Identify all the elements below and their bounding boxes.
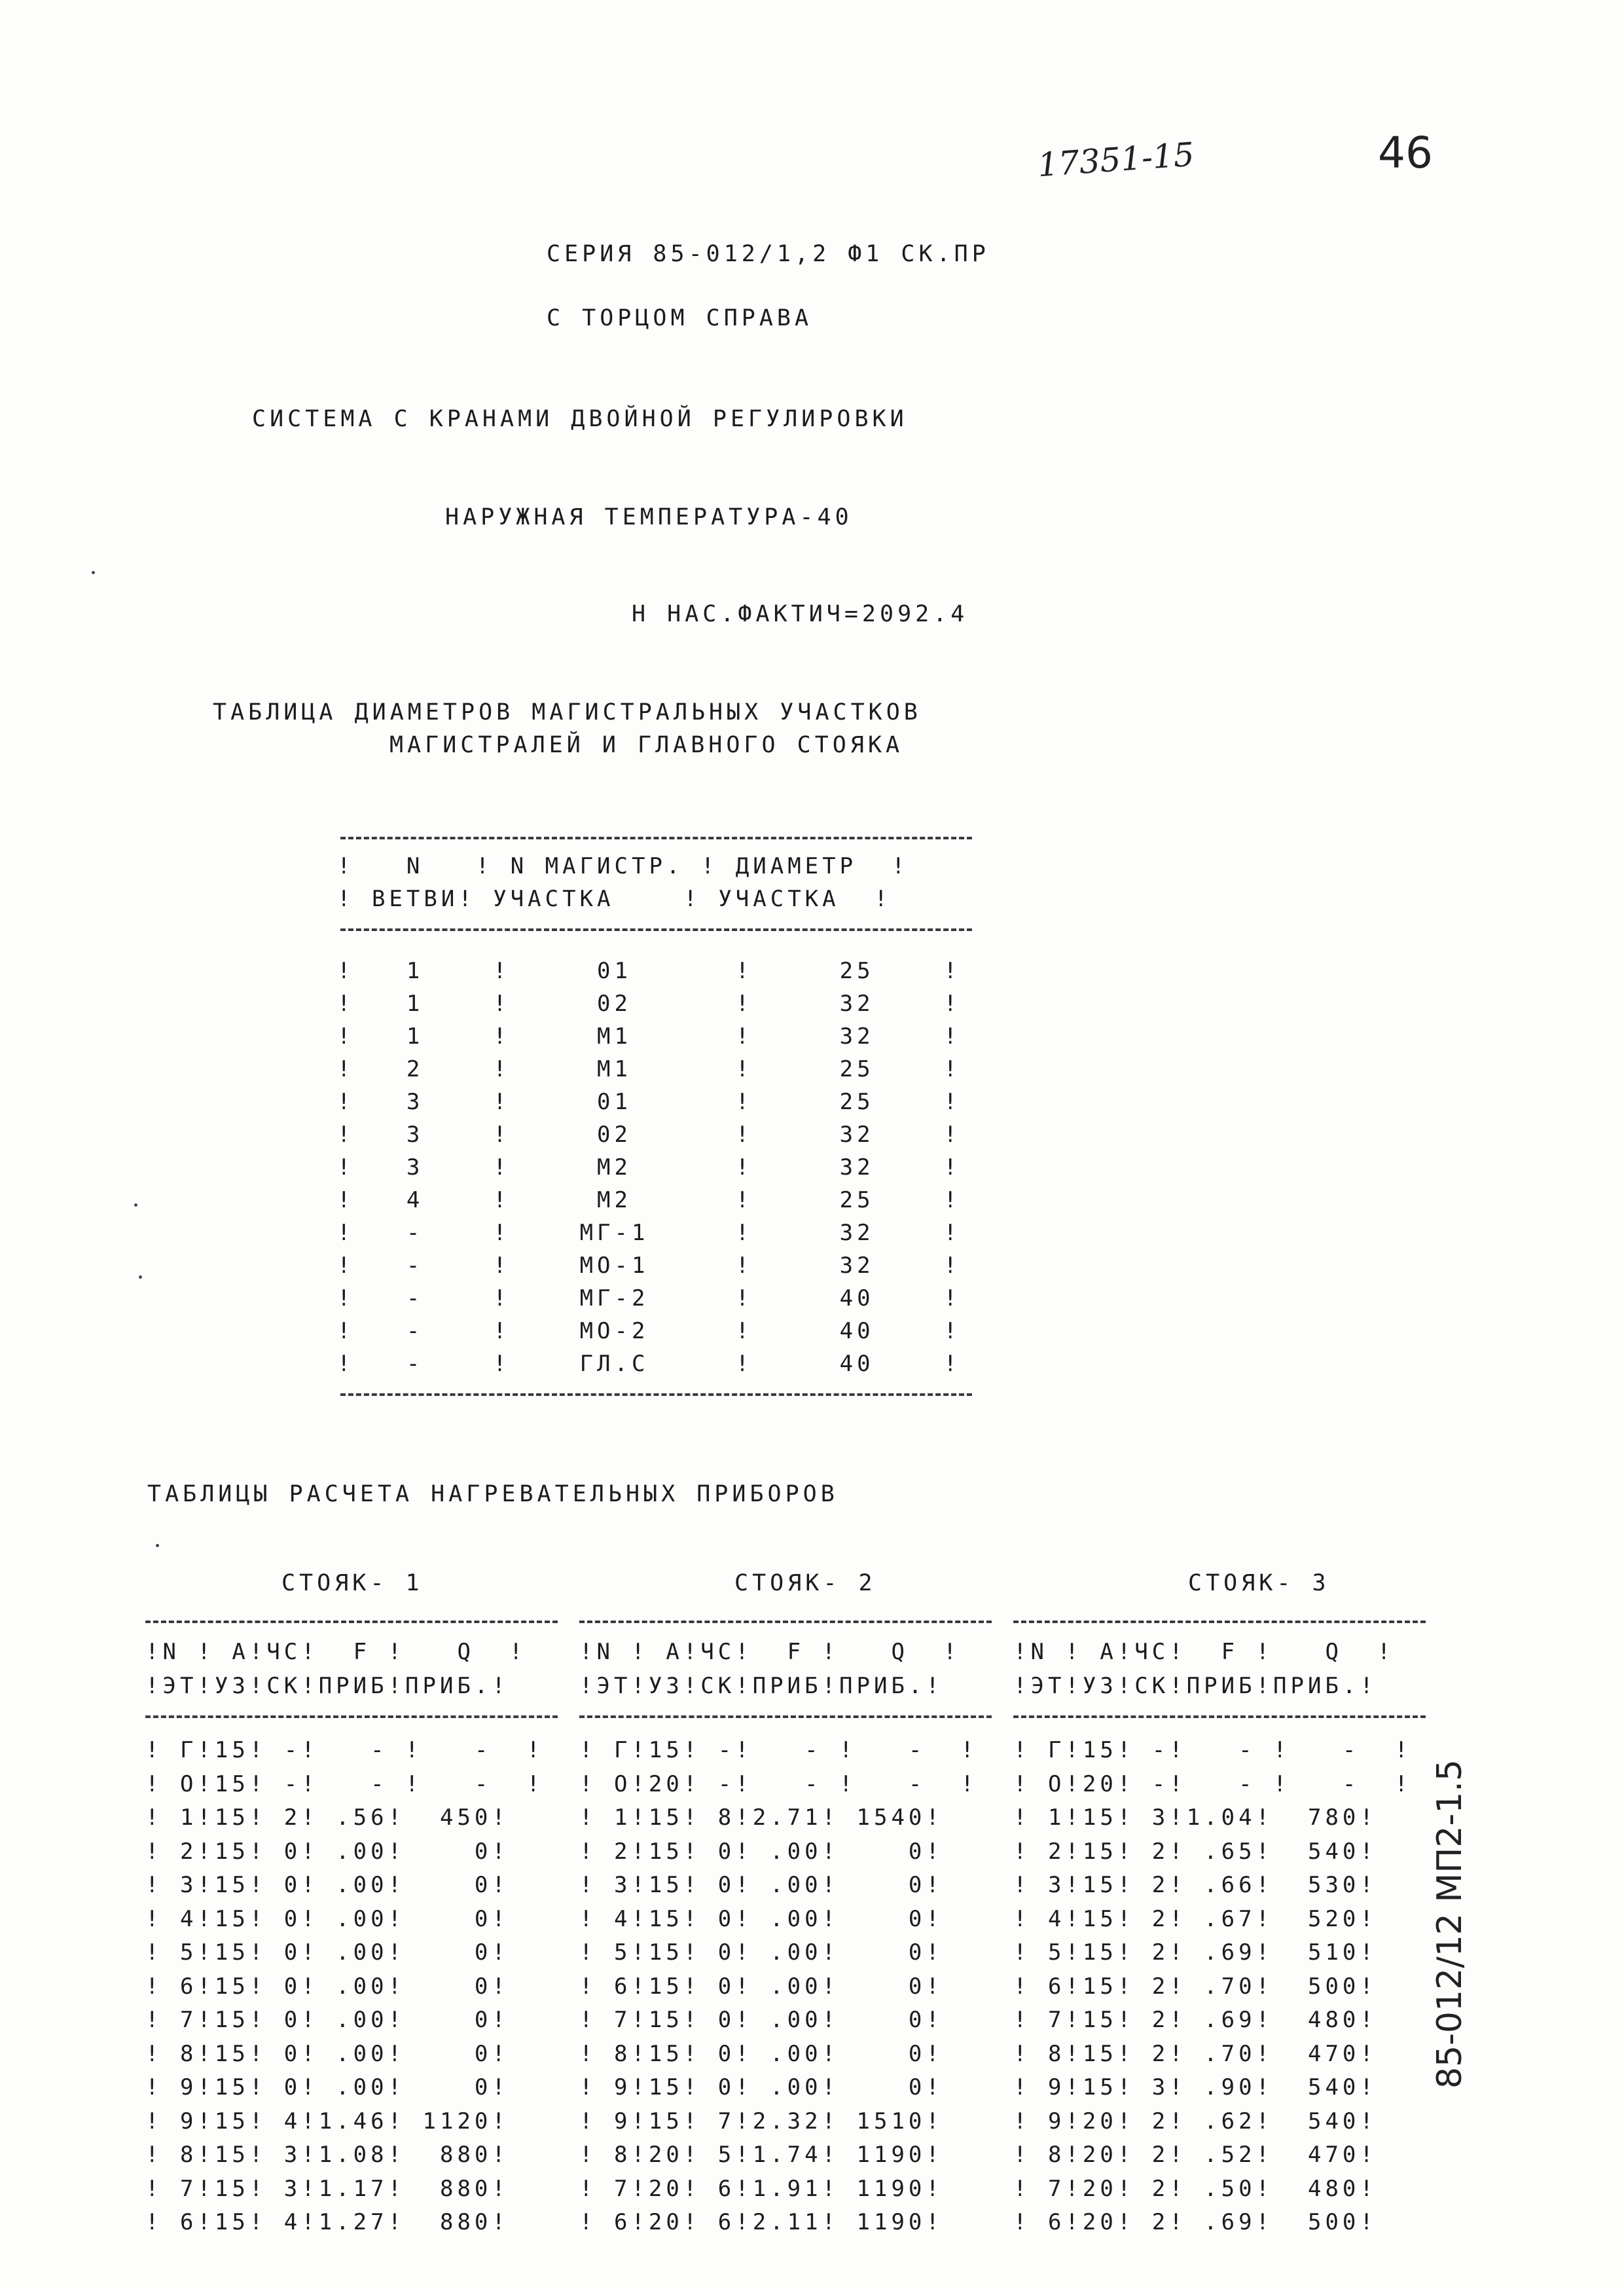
table-row: ! 6!20! 2! .69! 500! — [1013, 2209, 1377, 2235]
riser1-title: СТОЯК- 1 — [281, 1570, 424, 1596]
table-row: ! - ! MO-2 ! 40 ! — [337, 1318, 961, 1344]
side-stamp: 85-012/12 МП2-1.5 — [1430, 1759, 1470, 2089]
table-row: ! 6!15! 4!1.27! 880! — [145, 2209, 509, 2235]
table-row: ! 9!15! 7!2.32! 1510! — [579, 2108, 943, 2134]
table-row: ! 9!15! 0! .00! 0! — [145, 2074, 509, 2100]
riser1-header-line1: !N ! A!ЧС! F ! Q ! — [145, 1639, 527, 1665]
table-row: ! 6!15! 0! .00! 0! — [145, 1973, 509, 2000]
riser3-header-line2: !ЭТ!УЗ!СК!ПРИБ!ПРИБ.! — [1013, 1672, 1377, 1699]
riser2-header — [579, 1636, 960, 1703]
temperature-line: НАРУЖНАЯ ТЕМПЕРАТУРА-40 — [445, 504, 853, 530]
riser3-header-line1: !N ! A!ЧС! F ! Q ! — [1013, 1639, 1395, 1665]
riser3-body — [1013, 1734, 1412, 2240]
table-row: ! 9!15! 0! .00! 0! — [579, 2074, 943, 2100]
riser2-title: СТОЯК- 2 — [734, 1570, 876, 1596]
table-row: ! Г!15! -! - ! - ! — [1013, 1737, 1412, 1763]
table1-header-line1: ! N ! N МАГИСТР. ! ДИАМЕТР ! — [337, 853, 909, 879]
table-row: ! 3!15! 0! .00! 0! — [145, 1872, 509, 1898]
handwritten-document-number: 17351-15 — [1036, 135, 1196, 185]
riser2-header-line2: !ЭТ!УЗ!СК!ПРИБ!ПРИБ.! — [579, 1672, 943, 1699]
table-row: ! - ! MГ-2 ! 40 ! — [337, 1285, 961, 1311]
table-row: ! 5!15! 2! .69! 510! — [1013, 1939, 1377, 1966]
riser3-top-rule — [1013, 1621, 1426, 1623]
riser3-title: СТОЯК- 3 — [1188, 1570, 1330, 1596]
table-row: ! 1!15! 2! .56! 450! — [145, 1804, 509, 1831]
table-row: ! 4!15! 0! .00! 0! — [145, 1905, 509, 1932]
table-row: ! O!15! -! - ! - ! — [145, 1770, 544, 1797]
table-row: ! 9!15! 3! .90! 540! — [1013, 2074, 1377, 2100]
riser2-header-rule — [579, 1715, 992, 1718]
table-row: ! 7!20! 2! .50! 480! — [1013, 2175, 1377, 2202]
table-row: ! 2!15! 2! .65! 540! — [1013, 1838, 1377, 1865]
table-row: ! 6!15! 0! .00! 0! — [579, 1973, 943, 2000]
table-row: ! 5!15! 0! .00! 0! — [145, 1939, 509, 1966]
table1-bottom-rule — [340, 1393, 972, 1396]
table-row: ! 3 ! M2 ! 32 ! — [337, 1154, 961, 1181]
scan-speck — [156, 1544, 159, 1547]
riser3-header-rule — [1013, 1715, 1426, 1718]
table-row: ! 4 ! M2 ! 25 ! — [337, 1187, 961, 1213]
table-row: ! 3!15! 2! .66! 530! — [1013, 1872, 1377, 1898]
riser1-top-rule — [145, 1621, 558, 1623]
table-row: ! 1 ! 01 ! 25 ! — [337, 958, 961, 984]
table1-header — [337, 850, 909, 915]
table-row: ! 6!20! 6!2.11! 1190! — [579, 2209, 943, 2235]
table-row: ! 9!20! 2! .62! 540! — [1013, 2108, 1377, 2134]
table-row: ! 7!15! 0! .00! 0! — [145, 2007, 509, 2033]
scan-speck — [134, 1203, 137, 1207]
table-row: ! 1!15! 8!2.71! 1540! — [579, 1804, 943, 1831]
series-line: СЕРИЯ 85-012/1,2 Ф1 СК.ПР — [547, 241, 990, 267]
riser1-header-line2: !ЭТ!УЗ!СК!ПРИБ!ПРИБ.! — [145, 1672, 509, 1699]
table-row: ! - ! MГ-1 ! 32 ! — [337, 1220, 961, 1246]
table1-header-rule — [340, 928, 972, 931]
table-row: ! 3 ! 01 ! 25 ! — [337, 1089, 961, 1115]
table-row: ! 9!15! 4!1.46! 1120! — [145, 2108, 509, 2134]
table-row: ! 4!15! 0! .00! 0! — [579, 1905, 943, 1932]
table-row: ! 8!15! 0! .00! 0! — [145, 2040, 509, 2067]
table-row: ! 3 ! 02 ! 32 ! — [337, 1122, 961, 1148]
table-row: ! 2!15! 0! .00! 0! — [579, 1838, 943, 1865]
table-row: ! 8!20! 2! .52! 470! — [1013, 2142, 1377, 2168]
table-row: ! 8!20! 5!1.74! 1190! — [579, 2142, 943, 2168]
pressure-line: Н НАС.ФАКТИЧ=2092.4 — [632, 601, 969, 627]
riser1-body — [145, 1734, 544, 2240]
table1-title-line1: ТАБЛИЦА ДИАМЕТРОВ МАГИСТРАЛЬНЫХ УЧАСТКОВ — [213, 699, 922, 725]
table-row: ! 6!15! 2! .70! 500! — [1013, 1973, 1377, 2000]
scan-speck — [139, 1275, 142, 1279]
table-row: ! 1!15! 3!1.04! 780! — [1013, 1804, 1377, 1831]
table-row: ! 7!15! 3!1.17! 880! — [145, 2175, 509, 2202]
table1-header-line2: ! ВЕТВИ! УЧАСТКА ! УЧАСТКА ! — [337, 886, 892, 912]
table-row: ! 7!15! 0! .00! 0! — [579, 2007, 943, 2033]
table-row: ! 5!15! 0! .00! 0! — [579, 1939, 943, 1966]
table-row: ! 2 ! M1 ! 25 ! — [337, 1056, 961, 1082]
riser3-header — [1013, 1636, 1394, 1703]
table-row: ! 7!15! 2! .69! 480! — [1013, 2007, 1377, 2033]
page-number: 46 — [1378, 128, 1433, 178]
table-row: ! 3!15! 0! .00! 0! — [579, 1872, 943, 1898]
table1-body — [337, 955, 961, 1380]
table1-top-rule — [340, 837, 972, 839]
table-row: ! Г!15! -! - ! - ! — [579, 1737, 978, 1763]
riser2-top-rule — [579, 1621, 992, 1623]
table-row: ! 8!15! 2! .70! 470! — [1013, 2040, 1377, 2067]
table-row: ! 1 ! M1 ! 32 ! — [337, 1023, 961, 1050]
orientation-line: С ТОРЦОМ СПРАВА — [547, 305, 813, 331]
table-row: ! - ! ГЛ.С ! 40 ! — [337, 1351, 961, 1377]
table-row: ! 1 ! 02 ! 32 ! — [337, 991, 961, 1017]
table2-title: ТАБЛИЦЫ РАСЧЕТА НАГРЕВАТЕЛЬНЫХ ПРИБОРОВ — [147, 1481, 839, 1507]
scan-speck — [92, 571, 95, 574]
table1-title-line2: МАГИСТРАЛЕЙ И ГЛАВНОГО СТОЯКА — [389, 732, 904, 758]
riser2-header-line1: !N ! A!ЧС! F ! Q ! — [579, 1639, 961, 1665]
riser1-header-rule — [145, 1715, 558, 1718]
table-row: ! 2!15! 0! .00! 0! — [145, 1838, 509, 1865]
table-row: ! - ! MO-1 ! 32 ! — [337, 1253, 961, 1279]
table-row: ! 4!15! 2! .67! 520! — [1013, 1905, 1377, 1932]
table-row: ! 8!15! 3!1.08! 880! — [145, 2142, 509, 2168]
system-line: СИСТЕМА С КРАНАМИ ДВОЙНОЙ РЕГУЛИРОВКИ — [252, 406, 908, 432]
table-row: ! 7!20! 6!1.91! 1190! — [579, 2175, 943, 2202]
riser2-body — [579, 1734, 978, 2240]
riser1-header — [145, 1636, 526, 1703]
table-row: ! 8!15! 0! .00! 0! — [579, 2040, 943, 2067]
table-row: ! O!20! -! - ! - ! — [579, 1770, 978, 1797]
table-row: ! Г!15! -! - ! - ! — [145, 1737, 544, 1763]
table-row: ! O!20! -! - ! - ! — [1013, 1770, 1412, 1797]
